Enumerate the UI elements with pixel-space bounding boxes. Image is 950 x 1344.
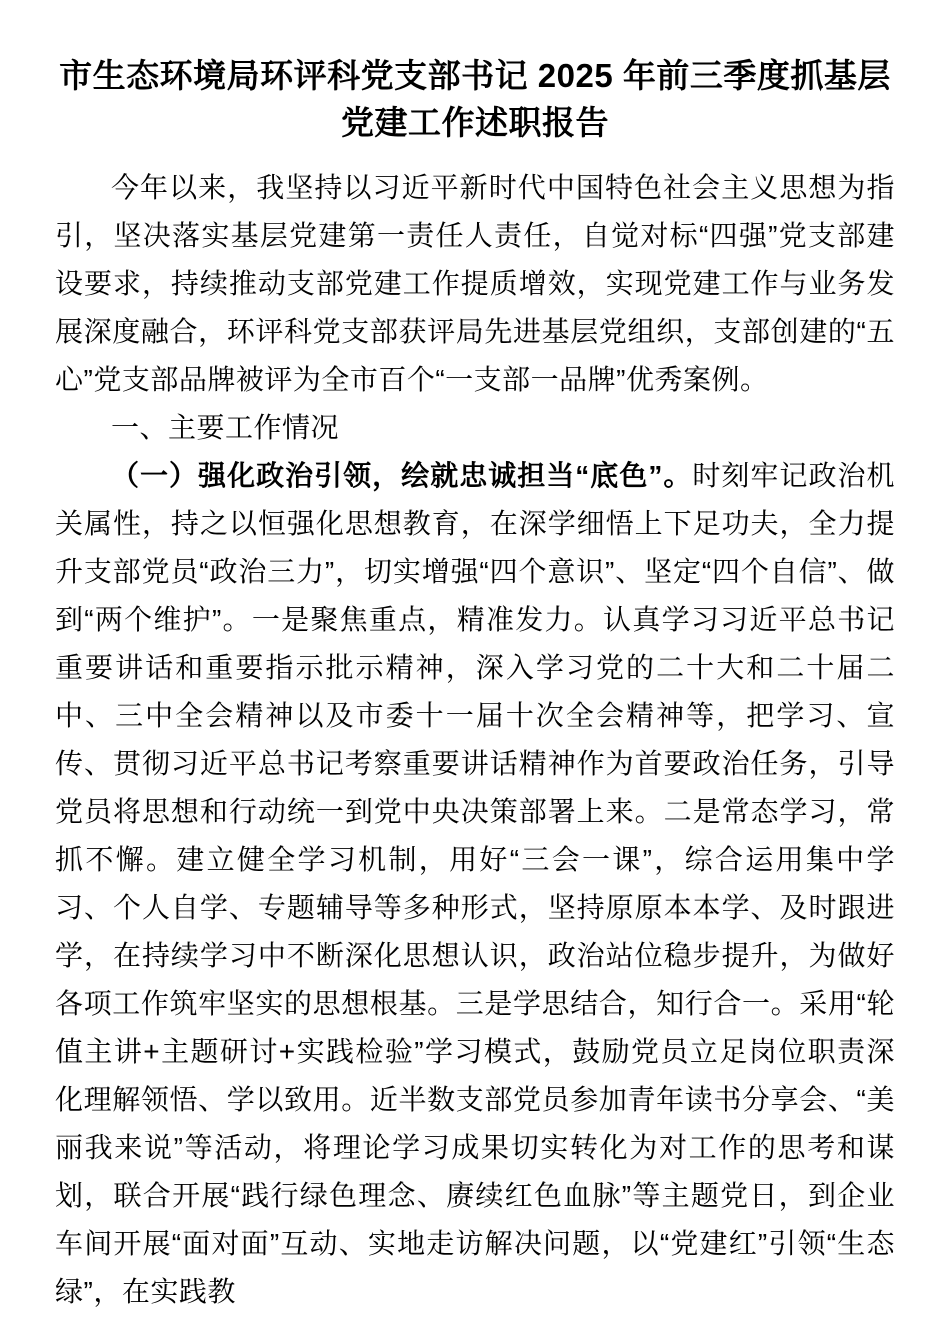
subsection-body-text: 时刻牢记政治机关属性，持之以恒强化思想教育，在深学细悟上下足功夫，全力提升支部党员“政治三力”，切实增强“四个意识”、坚定“四个自信”、做到“两个维护”。一是聚焦重点，精准发力。认真学习习近平总书记重要讲话和重要指示批示精神，深入学习党的二十大和二十届二中、三中全会精神以及市委十一届十次全会精神等，把学习、宣传、贯彻习近平总书记考察重要讲话精神作为首要政治任务，引导党员将思想和行动统一到党中央决策部署上来。二是常态学习，常抓不懈。建立健全学习机制，用好“三会一课”，综合运用集中学习、个人自学、专题辅导等多种形式，坚持原原本本学、及时跟进学，在持续学习中不断深化思想认识，政治站位稳步提升，为做好各项工作筑牢坚实的思想根基。三是学思结合，知行合一。采用“轮值主讲+主题研讨+实践检验”学习模式，鼓励党员立足岗位职责深化理解领悟、学以致用。近半数支部党员参加青年读书分享会、“美丽我来说”等活动，将理论学习成果切实转化为对工作的思考和谋划，联合开展“践行绿色理念、赓续红色血脉”等主题党日，到企业车间开展“面对面”互动、实地走访解决问题，以“党建红”引领“生态绿”，在实践教 — [55, 460, 895, 1307]
section-heading-main-work: 一、主要工作情况 — [111, 412, 340, 443]
subsection-paragraph-political-leadership — [55, 452, 895, 1316]
document-title: 市生态环境局环评科党支部书记 2025 年前三季度抓基层党建工作述职报告 — [59, 57, 891, 141]
intro-paragraph: 今年以来，我坚持以习近平新时代中国特色社会主义思想为指引，坚决落实基层党建第一责任人责任，自觉对标“四强”党支部建设要求，持续推动支部党建工作提质增效，实现党建工作与业务发展深度融合，环评科党支部获评局先进基层党组织，支部创建的“五心”党支部品牌被评为全市百个“一支部一品牌”优秀案例。 — [55, 172, 895, 395]
subsection-bold-lead: （一）强化政治引领，绘就忠诚担当“底色”。 — [111, 460, 693, 491]
